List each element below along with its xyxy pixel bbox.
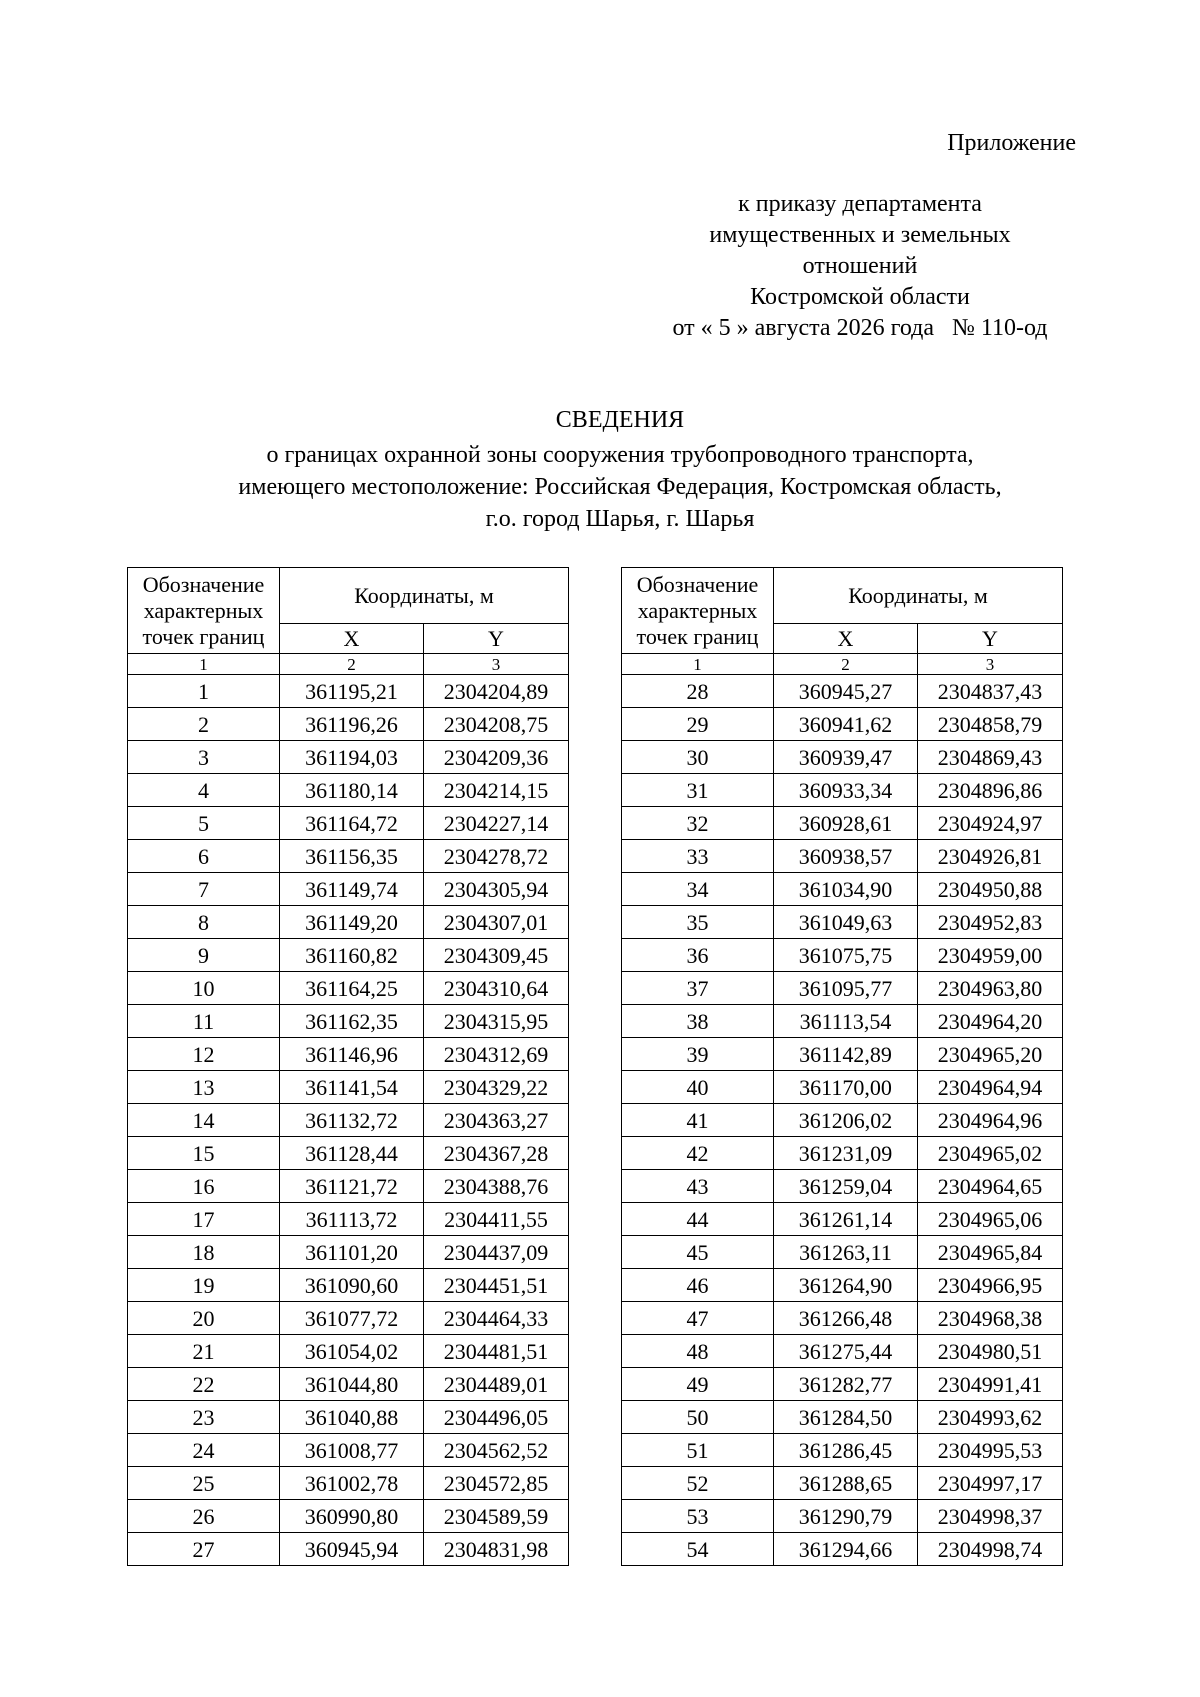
table-row <box>128 873 569 906</box>
table-row <box>128 1335 569 1368</box>
appendix-label: Приложение <box>947 130 1076 156</box>
point-number: 14 <box>128 1104 280 1137</box>
coord-y: 2304363,27 <box>424 1104 569 1137</box>
table-row <box>128 1434 569 1467</box>
coord-x: 361195,21 <box>280 675 424 708</box>
coord-y: 2304964,65 <box>918 1170 1063 1203</box>
table-row <box>128 1302 569 1335</box>
table-row <box>128 1368 569 1401</box>
coord-x: 361002,78 <box>280 1467 424 1500</box>
coord-y: 2304209,36 <box>424 741 569 774</box>
point-number: 32 <box>622 807 774 840</box>
coordinates-table-right <box>621 567 1063 1566</box>
coord-x: 361286,45 <box>774 1434 918 1467</box>
table-row <box>622 1401 1063 1434</box>
table-row <box>622 1500 1063 1533</box>
coord-x: 361194,03 <box>280 741 424 774</box>
point-number: 6 <box>128 840 280 873</box>
table-row <box>128 1170 569 1203</box>
point-number: 39 <box>622 1038 774 1071</box>
point-number: 3 <box>128 741 280 774</box>
coord-y: 2304950,88 <box>918 873 1063 906</box>
table-row <box>622 1005 1063 1038</box>
coord-y: 2304481,51 <box>424 1335 569 1368</box>
table-row <box>128 774 569 807</box>
table-row <box>128 1104 569 1137</box>
table-row <box>622 1170 1063 1203</box>
coord-x: 361180,14 <box>280 774 424 807</box>
point-number: 43 <box>622 1170 774 1203</box>
coord-x: 361121,72 <box>280 1170 424 1203</box>
coord-x: 361132,72 <box>280 1104 424 1137</box>
coord-x: 361128,44 <box>280 1137 424 1170</box>
table-row <box>128 1269 569 1302</box>
coord-x: 361290,79 <box>774 1500 918 1533</box>
point-number: 22 <box>128 1368 280 1401</box>
table-row <box>128 1005 569 1038</box>
document-subtitle <box>0 439 1200 535</box>
table-row <box>128 1401 569 1434</box>
coord-x: 360939,47 <box>774 741 918 774</box>
table-row <box>128 840 569 873</box>
coord-x: 361156,35 <box>280 840 424 873</box>
header-x: X <box>774 624 918 654</box>
coord-y: 2304995,53 <box>918 1434 1063 1467</box>
point-number: 31 <box>622 774 774 807</box>
table-row <box>128 1500 569 1533</box>
point-number: 42 <box>622 1137 774 1170</box>
point-number: 19 <box>128 1269 280 1302</box>
header-y: Y <box>918 624 1063 654</box>
coord-y: 2304998,37 <box>918 1500 1063 1533</box>
coord-x: 360945,94 <box>280 1533 424 1566</box>
coord-x: 360945,27 <box>774 675 918 708</box>
point-number: 7 <box>128 873 280 906</box>
coord-x: 361261,14 <box>774 1203 918 1236</box>
coord-x: 361266,48 <box>774 1302 918 1335</box>
point-number: 34 <box>622 873 774 906</box>
table-row <box>128 972 569 1005</box>
point-number: 30 <box>622 741 774 774</box>
column-number: 2 <box>774 654 918 675</box>
coord-x: 361288,65 <box>774 1467 918 1500</box>
coord-y: 2304315,95 <box>424 1005 569 1038</box>
table-row <box>622 873 1063 906</box>
coord-x: 360941,62 <box>774 708 918 741</box>
coord-y: 2304964,96 <box>918 1104 1063 1137</box>
coord-x: 361275,44 <box>774 1335 918 1368</box>
coord-x: 361164,72 <box>280 807 424 840</box>
coord-x: 361049,63 <box>774 906 918 939</box>
table-row <box>622 774 1063 807</box>
coord-y: 2304831,98 <box>424 1533 569 1566</box>
table-row <box>622 1071 1063 1104</box>
table-row <box>622 675 1063 708</box>
coord-y: 2304489,01 <box>424 1368 569 1401</box>
coord-x: 361090,60 <box>280 1269 424 1302</box>
coord-x: 361160,82 <box>280 939 424 972</box>
coord-x: 361162,35 <box>280 1005 424 1038</box>
coord-y: 2304926,81 <box>918 840 1063 873</box>
coord-y: 2304965,20 <box>918 1038 1063 1071</box>
subtitle-line: г.о. город Шарья, г. Шарья <box>485 506 755 532</box>
table-row <box>622 1203 1063 1236</box>
coord-x: 361095,77 <box>774 972 918 1005</box>
coord-x: 361264,90 <box>774 1269 918 1302</box>
coord-y: 2304227,14 <box>424 807 569 840</box>
point-number: 28 <box>622 675 774 708</box>
coord-x: 361284,50 <box>774 1401 918 1434</box>
table-row <box>622 1038 1063 1071</box>
table-row <box>622 1434 1063 1467</box>
order-line: имущественных и земельных <box>709 222 1011 248</box>
coord-x: 361196,26 <box>280 708 424 741</box>
coord-x: 361149,74 <box>280 873 424 906</box>
coord-x: 361294,66 <box>774 1533 918 1566</box>
coord-y: 2304411,55 <box>424 1203 569 1236</box>
coord-y: 2304562,52 <box>424 1434 569 1467</box>
coord-y: 2304980,51 <box>918 1335 1063 1368</box>
coord-y: 2304437,09 <box>424 1236 569 1269</box>
coord-y: 2304309,45 <box>424 939 569 972</box>
coord-x: 360938,57 <box>774 840 918 873</box>
point-number: 52 <box>622 1467 774 1500</box>
table-row <box>622 1137 1063 1170</box>
order-line: к приказу департамента <box>738 191 982 217</box>
point-number: 47 <box>622 1302 774 1335</box>
coord-y: 2304572,85 <box>424 1467 569 1500</box>
point-number: 29 <box>622 708 774 741</box>
point-number: 4 <box>128 774 280 807</box>
table-row <box>622 972 1063 1005</box>
coord-y: 2304966,95 <box>918 1269 1063 1302</box>
coord-y: 2304589,59 <box>424 1500 569 1533</box>
coord-x: 361101,20 <box>280 1236 424 1269</box>
coord-y: 2304310,64 <box>424 972 569 1005</box>
coord-x: 361113,54 <box>774 1005 918 1038</box>
point-number: 20 <box>128 1302 280 1335</box>
column-number: 1 <box>622 654 774 675</box>
order-reference <box>560 189 1160 344</box>
coord-x: 361259,04 <box>774 1170 918 1203</box>
coord-x: 361142,89 <box>774 1038 918 1071</box>
table-row <box>622 1269 1063 1302</box>
table-row <box>128 1203 569 1236</box>
point-number: 17 <box>128 1203 280 1236</box>
coord-y: 2304204,89 <box>424 675 569 708</box>
coord-y: 2304305,94 <box>424 873 569 906</box>
column-number: 1 <box>128 654 280 675</box>
coord-x: 361040,88 <box>280 1401 424 1434</box>
point-number: 54 <box>622 1533 774 1566</box>
coord-x: 361263,11 <box>774 1236 918 1269</box>
coord-x: 360933,34 <box>774 774 918 807</box>
coord-x: 361008,77 <box>280 1434 424 1467</box>
coord-y: 2304964,20 <box>918 1005 1063 1038</box>
column-number: 3 <box>424 654 569 675</box>
point-number: 23 <box>128 1401 280 1434</box>
coord-y: 2304963,80 <box>918 972 1063 1005</box>
table-row <box>128 807 569 840</box>
coordinates-table-left <box>127 567 569 1566</box>
table-row <box>622 840 1063 873</box>
point-number: 10 <box>128 972 280 1005</box>
point-number: 38 <box>622 1005 774 1038</box>
coord-x: 361077,72 <box>280 1302 424 1335</box>
table-row <box>128 1038 569 1071</box>
coord-y: 2304388,76 <box>424 1170 569 1203</box>
order-date: от « 5 » августа 2026 года № 110-од <box>672 315 1048 341</box>
point-number: 25 <box>128 1467 280 1500</box>
point-number: 1 <box>128 675 280 708</box>
table-row <box>128 675 569 708</box>
coord-x: 361170,00 <box>774 1071 918 1104</box>
coord-y: 2304307,01 <box>424 906 569 939</box>
header-y: Y <box>424 624 569 654</box>
point-number: 15 <box>128 1137 280 1170</box>
table-row <box>128 741 569 774</box>
table-row <box>622 1533 1063 1566</box>
point-number: 48 <box>622 1335 774 1368</box>
document-title: СВЕДЕНИЯ <box>555 407 685 433</box>
coord-y: 2304997,17 <box>918 1467 1063 1500</box>
point-number: 27 <box>128 1533 280 1566</box>
subtitle-line: имеющего местоположение: Российская Федерация, Костромская область, <box>238 474 1002 500</box>
coord-y: 2304964,94 <box>918 1071 1063 1104</box>
coord-y: 2304959,00 <box>918 939 1063 972</box>
point-number: 2 <box>128 708 280 741</box>
coord-y: 2304329,22 <box>424 1071 569 1104</box>
coord-x: 360990,80 <box>280 1500 424 1533</box>
header-coordinates: Координаты, м <box>774 568 1063 624</box>
table-row <box>128 708 569 741</box>
coord-x: 361231,09 <box>774 1137 918 1170</box>
point-number: 50 <box>622 1401 774 1434</box>
coord-y: 2304998,74 <box>918 1533 1063 1566</box>
table-row <box>622 741 1063 774</box>
point-number: 21 <box>128 1335 280 1368</box>
table-row <box>622 1467 1063 1500</box>
point-number: 26 <box>128 1500 280 1533</box>
table-body-right <box>622 675 1063 1566</box>
point-number: 13 <box>128 1071 280 1104</box>
point-number: 11 <box>128 1005 280 1038</box>
table-row <box>622 939 1063 972</box>
coord-y: 2304367,28 <box>424 1137 569 1170</box>
table-body-left <box>128 675 569 1566</box>
point-number: 33 <box>622 840 774 873</box>
table-row <box>128 906 569 939</box>
coord-x: 361113,72 <box>280 1203 424 1236</box>
coord-x: 361146,96 <box>280 1038 424 1071</box>
header-x: X <box>280 624 424 654</box>
table-row <box>622 906 1063 939</box>
table-row <box>622 1104 1063 1137</box>
coord-x: 361054,02 <box>280 1335 424 1368</box>
table-row <box>622 1335 1063 1368</box>
table-row <box>128 939 569 972</box>
coord-x: 361044,80 <box>280 1368 424 1401</box>
coord-y: 2304965,84 <box>918 1236 1063 1269</box>
point-number: 46 <box>622 1269 774 1302</box>
column-number: 3 <box>918 654 1063 675</box>
point-number: 8 <box>128 906 280 939</box>
coord-y: 2304312,69 <box>424 1038 569 1071</box>
point-number: 36 <box>622 939 774 972</box>
coord-y: 2304924,97 <box>918 807 1063 840</box>
point-number: 37 <box>622 972 774 1005</box>
coord-y: 2304993,62 <box>918 1401 1063 1434</box>
table-row <box>128 1467 569 1500</box>
header-coordinates: Координаты, м <box>280 568 569 624</box>
coord-x: 361141,54 <box>280 1071 424 1104</box>
coord-x: 361206,02 <box>774 1104 918 1137</box>
coord-x: 361075,75 <box>774 939 918 972</box>
coord-x: 361164,25 <box>280 972 424 1005</box>
point-number: 24 <box>128 1434 280 1467</box>
table-row <box>622 1236 1063 1269</box>
table-row <box>128 1236 569 1269</box>
coord-y: 2304965,02 <box>918 1137 1063 1170</box>
coord-y: 2304896,86 <box>918 774 1063 807</box>
coord-y: 2304952,83 <box>918 906 1063 939</box>
coord-y: 2304451,51 <box>424 1269 569 1302</box>
coord-y: 2304464,33 <box>424 1302 569 1335</box>
point-number: 12 <box>128 1038 280 1071</box>
point-number: 5 <box>128 807 280 840</box>
point-number: 53 <box>622 1500 774 1533</box>
coord-y: 2304991,41 <box>918 1368 1063 1401</box>
point-number: 16 <box>128 1170 280 1203</box>
coord-y: 2304496,05 <box>424 1401 569 1434</box>
coord-x: 361034,90 <box>774 873 918 906</box>
header-point-designation: Обозначение характерных точек границ <box>622 568 774 654</box>
table-row <box>128 1071 569 1104</box>
table-row <box>622 1368 1063 1401</box>
header-point-designation: Обозначение характерных точек границ <box>128 568 280 654</box>
table-row <box>622 1302 1063 1335</box>
coord-y: 2304968,38 <box>918 1302 1063 1335</box>
coord-y: 2304837,43 <box>918 675 1063 708</box>
point-number: 49 <box>622 1368 774 1401</box>
table-row <box>622 708 1063 741</box>
point-number: 9 <box>128 939 280 972</box>
coord-x: 361282,77 <box>774 1368 918 1401</box>
order-line: Костромской области <box>750 284 970 310</box>
point-number: 45 <box>622 1236 774 1269</box>
table-row <box>128 1137 569 1170</box>
order-line: отношений <box>802 253 918 279</box>
coord-y: 2304214,15 <box>424 774 569 807</box>
point-number: 40 <box>622 1071 774 1104</box>
coord-y: 2304858,79 <box>918 708 1063 741</box>
table-row <box>622 807 1063 840</box>
point-number: 18 <box>128 1236 280 1269</box>
coord-x: 360928,61 <box>774 807 918 840</box>
point-number: 41 <box>622 1104 774 1137</box>
coord-y: 2304278,72 <box>424 840 569 873</box>
table-row <box>128 1533 569 1566</box>
point-number: 35 <box>622 906 774 939</box>
coord-y: 2304965,06 <box>918 1203 1063 1236</box>
point-number: 44 <box>622 1203 774 1236</box>
coord-y: 2304208,75 <box>424 708 569 741</box>
point-number: 51 <box>622 1434 774 1467</box>
coord-x: 361149,20 <box>280 906 424 939</box>
coord-y: 2304869,43 <box>918 741 1063 774</box>
subtitle-line: о границах охранной зоны сооружения трубопроводного транспорта, <box>266 442 974 468</box>
column-number: 2 <box>280 654 424 675</box>
